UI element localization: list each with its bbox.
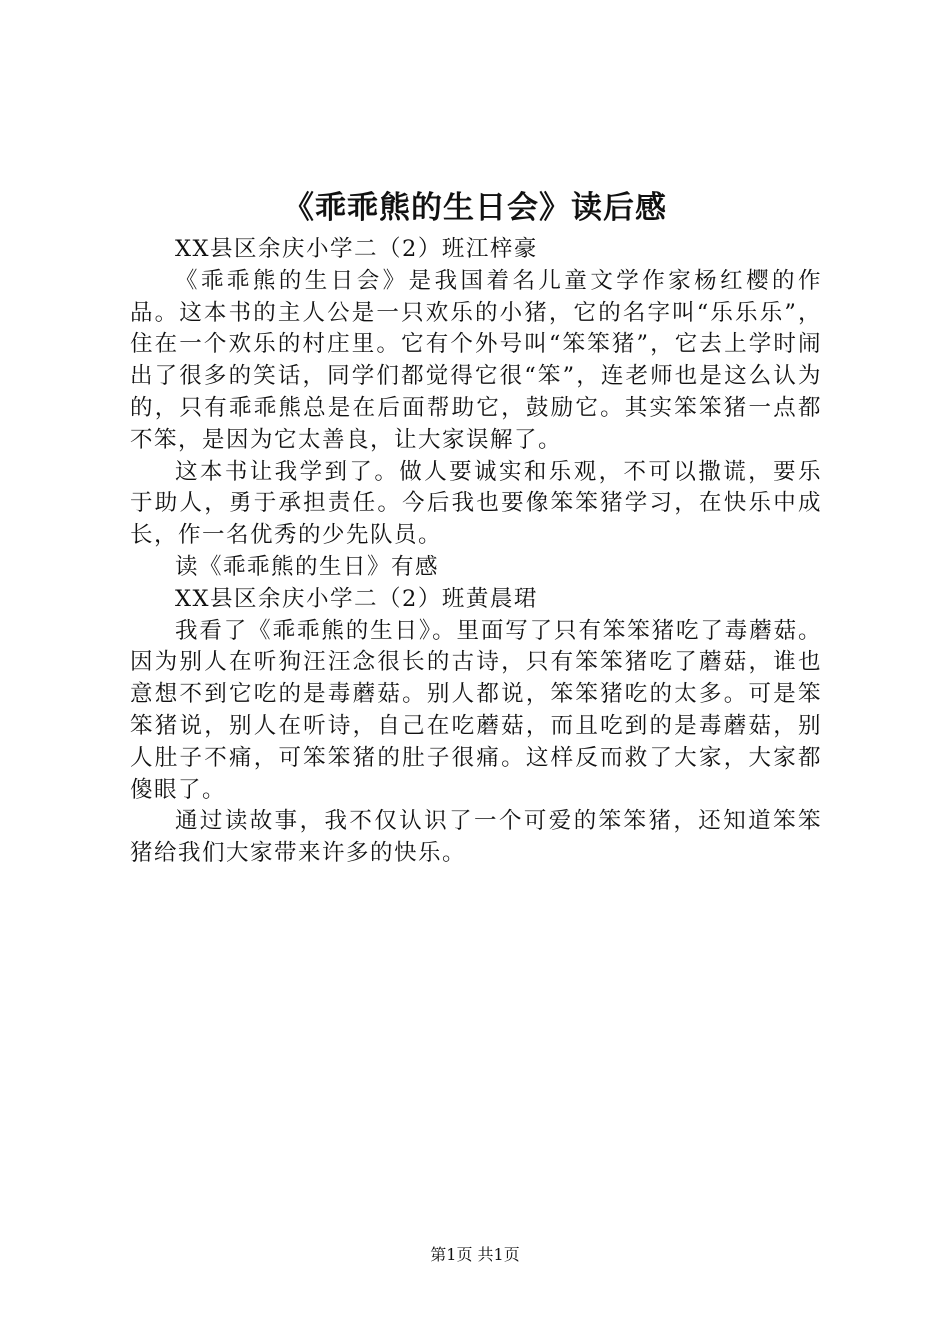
page-footer: 第1页 共1页 bbox=[430, 1245, 520, 1264]
document-title: 《乖乖熊的生日会》读后感 bbox=[283, 190, 667, 226]
document-body bbox=[130, 234, 822, 870]
author-line-1: XX县区余庆小学二（2）班江梓豪 bbox=[175, 236, 538, 262]
body-paragraph-3: 我看了《乖乖熊的生日》。里面写了只有笨笨猪吃了毒蘑菇。因为别人在听狗汪汪念很长的古诗，只有笨笨猪吃了蘑菇，谁也意想不到它吃的是毒蘑菇。别人都说，笨笨猪吃的太多。可是笨笨猪说，别人在听诗，自己在吃蘑菇，而且吃到的是毒蘑菇，别人肚子不痛，可笨笨猪的肚子很痛。这样反而救了大家，大家都傻眼了。 bbox=[130, 617, 822, 803]
body-paragraph-2: 这本书让我学到了。做人要诚实和乐观，不可以撒谎，要乐于助人，勇于承担责任。今后我也要像笨笨猪学习，在快乐中成长，作一名优秀的少先队员。 bbox=[130, 458, 822, 549]
author-line-2: XX县区余庆小学二（2）班黄晨珺 bbox=[175, 585, 538, 612]
body-paragraph-1: 《乖乖熊的生日会》是我国着名儿童文学作家杨红樱的作品。这本书的主人公是一只欢乐的小猪，它的名字叫“乐乐乐”，住在一个欢乐的村庄里。它有个外号叫“笨笨猪”，它去上学时闹出了很多的笑话，同学们都觉得它很“笨”，连老师也是这么认为的，只有乖乖熊总是在后面帮助它，鼓励它。其实笨笨猪一点都不笨，是因为它太善良，让大家误解了。 bbox=[130, 267, 822, 453]
section-heading: 读《乖乖熊的生日》有感 bbox=[175, 553, 440, 580]
body-paragraph-4: 通过读故事，我不仅认识了一个可爱的笨笨猪，还知道笨笨猪给我们大家带来许多的快乐。 bbox=[130, 808, 822, 867]
